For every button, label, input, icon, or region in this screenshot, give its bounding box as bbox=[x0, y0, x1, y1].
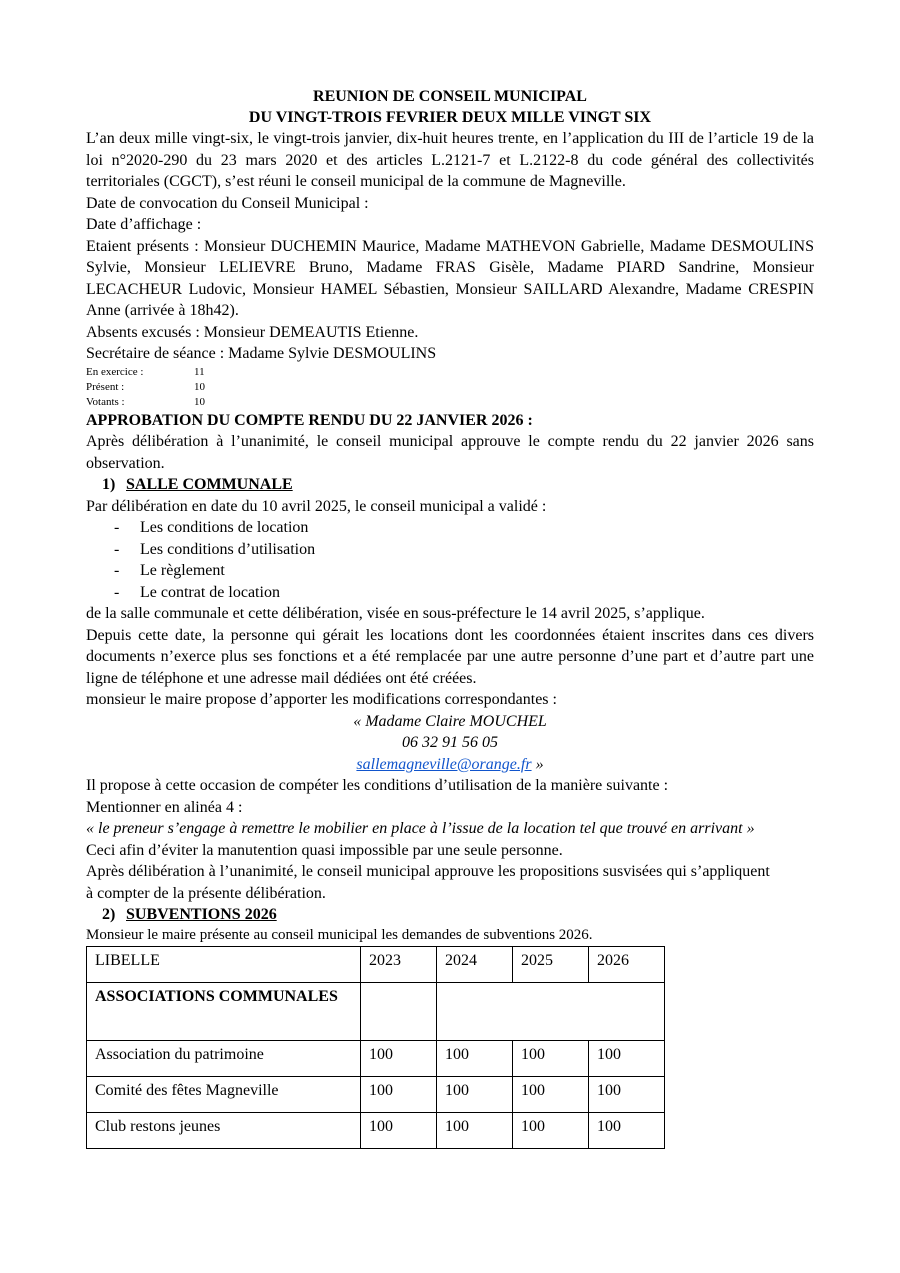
table-row bbox=[87, 1040, 665, 1076]
contact-email-link[interactable]: sallemagneville@orange.fr bbox=[356, 755, 532, 773]
list-item: - Le règlement bbox=[114, 560, 814, 582]
title-line-2: DU VINGT-TROIS FEVRIER DEUX MILLE VINGT SIX bbox=[248, 109, 652, 126]
presents-list: Etaient présents : Monsieur DUCHEMIN Maurice, Madame MATHEVON Gabrielle, Madame DESMOULINS Sylvie, Monsieur LELIEVRE Bruno, Madame FRAS Gisèle, Madame PIARD Sandrine, Monsieur LECACHEUR Ludovic, Monsieur HAMEL Sébastien, Monsieur SAILLARD Alexandre, Madame CRESPIN Anne (arrivée à 18h42). bbox=[86, 237, 814, 319]
affichage-date: Date d’affichage : bbox=[86, 216, 202, 233]
list-item: - Les conditions d’utilisation bbox=[114, 539, 814, 561]
title-line-1: REUNION DE CONSEIL MUNICIPAL bbox=[313, 88, 587, 105]
row-value: 100 bbox=[589, 1112, 665, 1148]
document-page bbox=[86, 86, 814, 1149]
quote-text: « le preneur s’engage à remettre le mobilier en place à l’issue de la location tel que trouvé en arrivant » bbox=[86, 820, 755, 837]
row-value: 100 bbox=[437, 1076, 513, 1112]
depuis-paragraph: Depuis cette date, la personne qui gérait les locations dont les coordonnées étaient inscrites dans ces divers documents n’exerce plus ses fonctions et a été remplacée par une autre personne d’une part et d’autre part une ligne de téléphone et une adresse mail dédiées ont été créées. bbox=[86, 626, 814, 687]
table-row bbox=[87, 1112, 665, 1148]
count-value: 10 bbox=[194, 380, 205, 393]
header-cell: 2024 bbox=[437, 946, 513, 982]
count-label: Votants : bbox=[86, 395, 125, 408]
header-cell: 2023 bbox=[361, 946, 437, 982]
row-value: 100 bbox=[437, 1040, 513, 1076]
row-label: Comité des fêtes Magneville bbox=[87, 1076, 361, 1112]
section-title: SUBVENTIONS 2026 bbox=[126, 906, 277, 923]
conclusion-text: Après délibération à l’unanimité, le conseil municipal approuve les propositions susvisées qui s’appliquent à compter de la présente délibération. bbox=[86, 863, 770, 902]
header-cell: LIBELLE bbox=[87, 946, 361, 982]
count-label: En exercice : bbox=[86, 365, 144, 378]
alinea-line: Mentionner en alinéa 4 : bbox=[86, 798, 243, 816]
count-row bbox=[86, 395, 814, 410]
section-number: 2) bbox=[102, 906, 116, 923]
salle-intro: Par délibération en date du 10 avril 2025, le conseil municipal a validé : bbox=[86, 497, 547, 515]
row-label: Association du patrimoine bbox=[87, 1040, 361, 1076]
row-value: 100 bbox=[361, 1076, 437, 1112]
count-row bbox=[86, 380, 814, 395]
list-item: - Le contrat de location bbox=[114, 582, 814, 604]
row-value: 100 bbox=[361, 1112, 437, 1148]
count-label: Présent : bbox=[86, 380, 125, 393]
subventions-table bbox=[86, 946, 665, 1149]
row-value: 100 bbox=[361, 1040, 437, 1076]
row-value: 100 bbox=[513, 1040, 589, 1076]
after-list-text: de la salle communale et cette délibération, visée en sous-préfecture le 14 avril 2025, s’applique. bbox=[86, 605, 705, 622]
table-header-row bbox=[87, 946, 665, 982]
group-cell: ASSOCIATIONS COMMUNALES bbox=[87, 982, 361, 1040]
section-number: 1) bbox=[102, 476, 116, 493]
section-title: SALLE COMMUNALE bbox=[126, 476, 293, 493]
approbation-text: Après délibération à l’unanimité, le conseil municipal approuve le compte rendu du 22 janvier 2026 sans observation. bbox=[86, 433, 814, 472]
row-value: 100 bbox=[589, 1076, 665, 1112]
counts-block bbox=[86, 365, 814, 410]
table-group-row bbox=[87, 982, 665, 1040]
header-cell: 2026 bbox=[589, 946, 665, 982]
empty-cell bbox=[437, 982, 665, 1040]
validated-list bbox=[86, 517, 814, 603]
table-row bbox=[87, 1076, 665, 1112]
row-label: Club restons jeunes bbox=[87, 1112, 361, 1148]
header-cell: 2025 bbox=[513, 946, 589, 982]
convocation-date: Date de convocation du Conseil Municipal : bbox=[86, 194, 369, 212]
list-item: - Les conditions de location bbox=[114, 517, 814, 539]
approbation-heading: APPROBATION DU COMPTE RENDU DU 22 JANVIER 2026 : bbox=[86, 411, 533, 429]
count-row bbox=[86, 365, 814, 380]
secretaire-line: Secrétaire de séance : Madame Sylvie DESMOULINS bbox=[86, 345, 437, 362]
subventions-intro: Monsieur le maire présente au conseil municipal les demandes de subventions 2026. bbox=[86, 926, 593, 943]
row-value: 100 bbox=[437, 1112, 513, 1148]
section-heading-salle bbox=[102, 474, 814, 496]
row-value: 100 bbox=[513, 1112, 589, 1148]
contact-name: « Madame Claire MOUCHEL bbox=[353, 712, 547, 730]
contact-close: » bbox=[531, 755, 544, 773]
intro-paragraph: L’an deux mille vingt-six, le vingt-trois janvier, dix-huit heures trente, en l’application du III de l’article 19 de la loi n°2020-290 du 23 mars 2020 et des articles L.2121-7 et L.2122-8 du code général des collectivités territoriales (CGCT), s’est réuni le conseil municipal de la commune de Magneville. bbox=[86, 130, 814, 190]
count-value: 11 bbox=[194, 365, 205, 378]
row-value: 100 bbox=[589, 1040, 665, 1076]
section-heading-subventions bbox=[102, 904, 814, 926]
contact-phone: 06 32 91 56 05 bbox=[402, 734, 498, 751]
contact-email-line bbox=[86, 754, 814, 776]
ceci-line: Ceci afin d’éviter la manutention quasi impossible par une seule personne. bbox=[86, 841, 563, 859]
competer-line: Il propose à cette occasion de compéter les conditions d’utilisation de la manière suivante : bbox=[86, 777, 669, 794]
propose-line: monsieur le maire propose d’apporter les modifications correspondantes : bbox=[86, 691, 557, 708]
row-value: 100 bbox=[513, 1076, 589, 1112]
empty-cell bbox=[361, 982, 437, 1040]
count-value: 10 bbox=[194, 395, 205, 408]
absents-line: Absents excusés : Monsieur DEMEAUTIS Etienne. bbox=[86, 323, 419, 341]
